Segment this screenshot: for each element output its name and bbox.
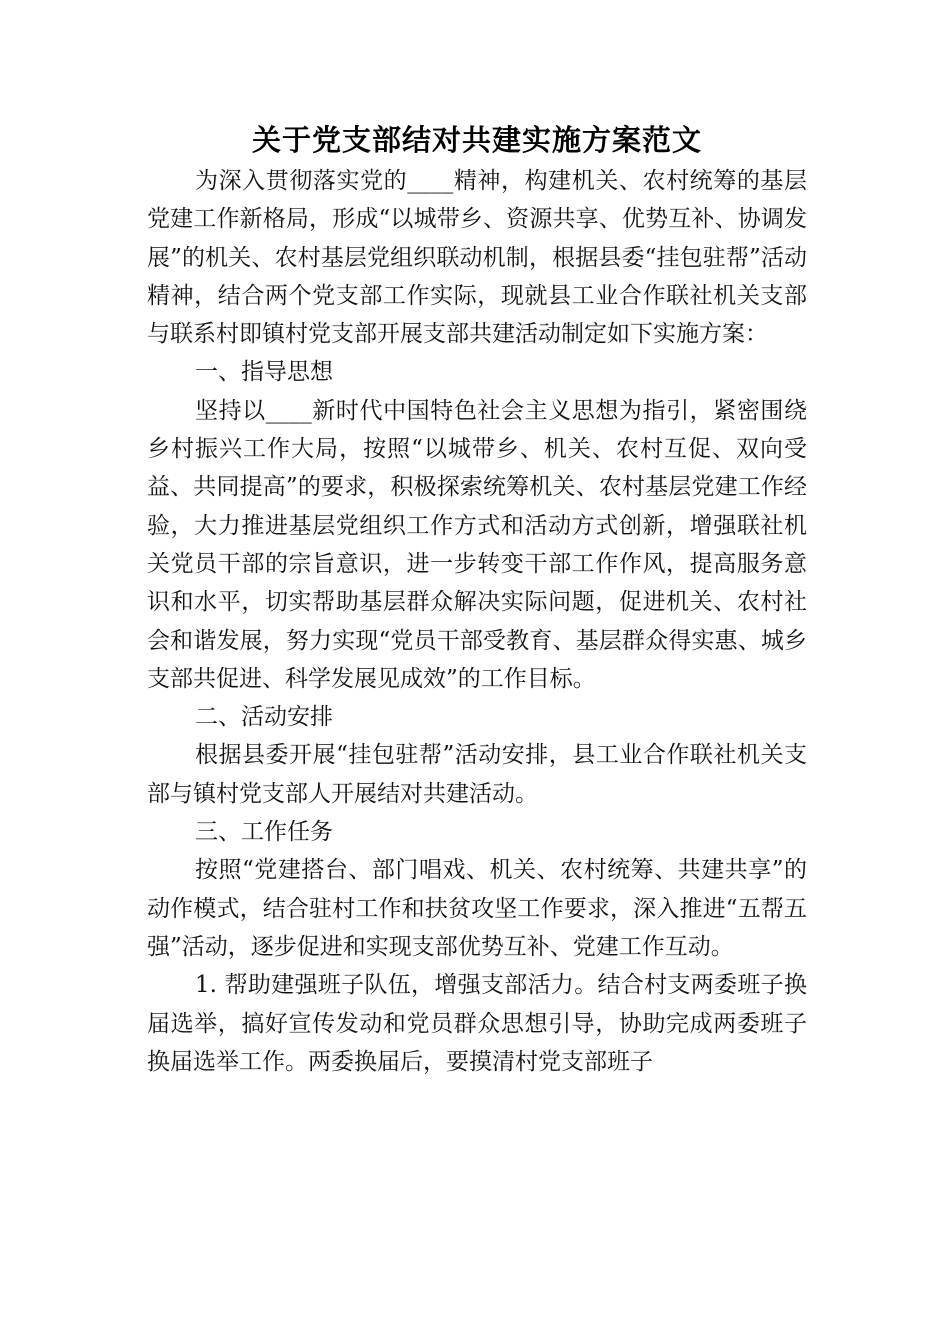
section-heading-guiding-ideology: 一、指导思想 bbox=[195, 359, 333, 386]
task-item-1-paragraph: 1. 帮助建强班子队伍，增强支部活力。结合村支两委班子换届选举，搞好宣传发动和党员群众思想引导，协助完成两委班子换届选举工作。两委换届后，要摸清村党支部班子 bbox=[147, 972, 807, 1075]
section-heading-activity-arrangement: 二、活动安排 bbox=[195, 704, 333, 731]
activity-arrangement-paragraph: 根据县委开展“挂包驻帮”活动安排，县工业合作联社机关支部与镇村党支部人开展结对共建活动。 bbox=[147, 742, 807, 807]
section-heading-work-tasks: 三、工作任务 bbox=[195, 819, 333, 846]
document-page bbox=[147, 118, 807, 1081]
work-tasks-paragraph: 按照“党建搭台、部门唱戏、机关、农村统筹、共建共享”的动作模式，结合驻村工作和扶贫攻坚工作要求，深入推进“五帮五强”活动，逐步促进和实现支部优势互补、党建工作互动。 bbox=[147, 857, 807, 960]
intro-paragraph: 为深入贯彻落实党的____精神，构建机关、农村统筹的基层党建工作新格局，形成“以城带乡、资源共享、优势互补、协调发展”的机关、农村基层党组织联动机制，根据县委“挂包驻帮”活动精神，结合两个党支部工作实际，现就县工业合作联社机关支部与联系村即镇村党支部开展支部共建活动制定如下实施方案： bbox=[147, 168, 807, 348]
document-title: 关于党支部结对共建实施方案范文 bbox=[251, 123, 702, 157]
guiding-ideology-paragraph: 坚持以____新时代中国特色社会主义思想为指引，紧密围绕乡村振兴工作大局，按照“以城带乡、机关、农村互促、双向受益、共同提高”的要求，积极探索统筹机关、农村基层党建工作经验，大力推进基层党组织工作方式和活动方式创新，增强联社机关党员干部的宗旨意识，进一步转变干部工作作风，提高服务意识和水平，切实帮助基层群众解决实际问题，促进机关、农村社会和谐发展，努力实现“党员干部受教育、基层群众得实惠、城乡支部共促进、科学发展见成效”的工作目标。 bbox=[147, 397, 807, 692]
